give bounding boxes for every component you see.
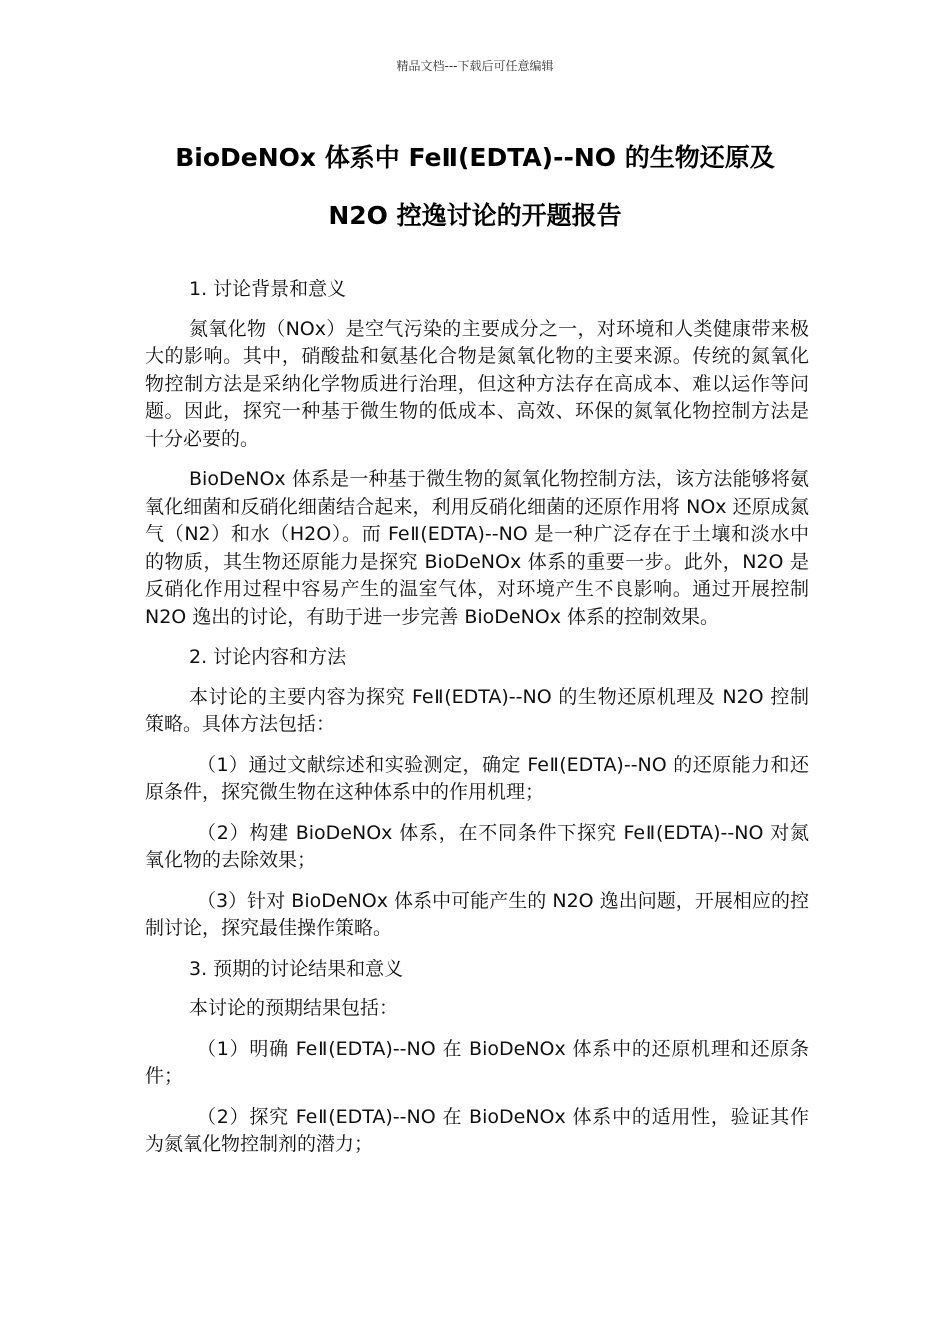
paragraph-biodenox-intro: BioDeNOx 体系是一种基于微生物的氮氧化物控制方法，该方法能够将氨氧化细菌和反硝化细菌结合起来，利用反硝化细菌的还原作用将 NOx 还原成氮气（N2）和水（H2O）。而 FeⅡ(EDTA)--NO 是一种广泛存在于土壤和淡水中的物质，其生物还原能力是探究 BioDeNOx 体系的重要一步。此外，N2O 是反硝化作用过程中容易产生的温室气体，对环境产生不良影响。通过开展控制 N2O 逸出的讨论，有助于进一步完善 BioDeNOx 体系的控制效果。 xyxy=(145,468,809,628)
paragraph-nox-intro: 氮氧化物（NOx）是空气污染的主要成分之一，对环境和人类健康带来极大的影响。其中，硝酸盐和氨基化合物是氮氧化物的主要来源。传统的氮氧化物控制方法是采纳化学物质进行治理，但这种方法存在高成本、难以运作等问题。因此，探究一种基于微生物的低成本、高效、环保的氮氧化物控制方法是十分必要的。 xyxy=(145,317,809,450)
document-title-line-1: BioDeNOx 体系中 FeⅡ(EDTA)--NO 的生物还原及 xyxy=(175,143,775,172)
method-item-3: （3）针对 BioDeNOx 体系中可能产生的 N2O 逸出问题，开展相应的控制讨论，探究最佳操作策略。 xyxy=(145,889,809,939)
document-body xyxy=(145,276,809,1172)
section-heading-content-methods: 2. 讨论内容和方法 xyxy=(189,646,347,668)
section-heading-background: 1. 讨论背景和意义 xyxy=(189,278,347,300)
method-item-2: （2）构建 BioDeNOx 体系，在不同条件下探究 FeⅡ(EDTA)--NO 对氮氧化物的去除效果； xyxy=(145,821,809,871)
method-item-1: （1）通过文献综述和实验测定，确定 FeⅡ(EDTA)--NO 的还原能力和还原条件，探究微生物在这种体系中的作用机理； xyxy=(145,753,809,803)
page-header: 精品文档---下载后可任意编辑 xyxy=(396,59,554,73)
document-title-line-2: N2O 控逸讨论的开题报告 xyxy=(328,201,622,230)
section-heading-expected-results: 3. 预期的讨论结果和意义 xyxy=(189,957,404,980)
result-item-1: （1）明确 FeⅡ(EDTA)--NO 在 BioDeNOx 体系中的还原机理和还原条件； xyxy=(145,1037,809,1087)
paragraph-expected-intro: 本讨论的预期结果包括： xyxy=(189,997,399,1019)
paragraph-main-content: 本讨论的主要内容为探究 FeⅡ(EDTA)--NO 的生物还原机理及 N2O 控制策略。具体方法包括： xyxy=(145,685,809,735)
result-item-2: （2）探究 FeⅡ(EDTA)--NO 在 BioDeNOx 体系中的适用性，验证其作为氮氧化物控制剂的潜力； xyxy=(145,1105,809,1155)
